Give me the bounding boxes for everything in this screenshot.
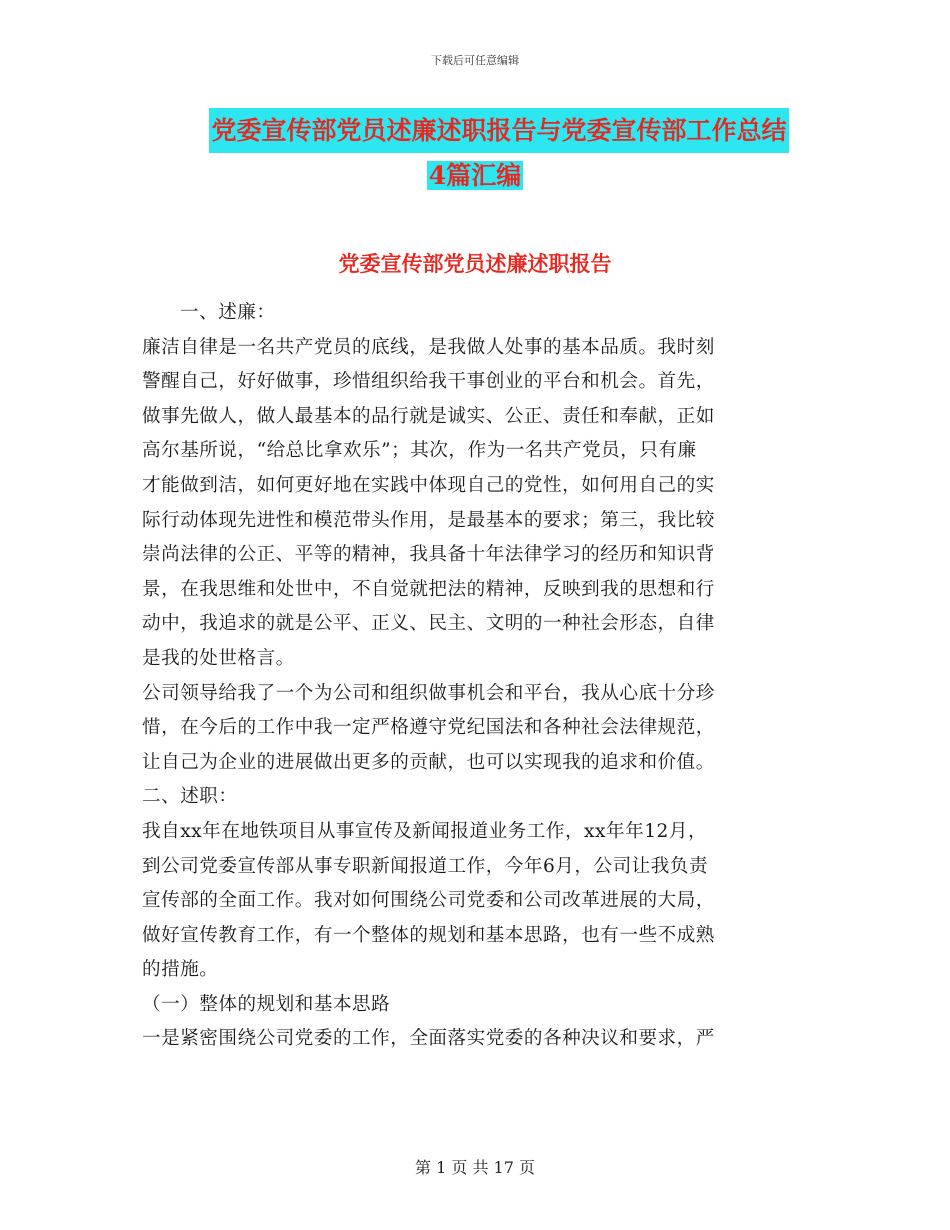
body-line: 让自己为企业的进展做出更多的贡献，也可以实现我的追求和价值。 xyxy=(142,751,715,773)
body-line: 崇尚法律的公正、平等的精神，我具备十年法律学习的经历和知识背 xyxy=(142,544,715,566)
document-body xyxy=(142,296,812,1057)
page-header-note: 下载后可任意编辑 xyxy=(431,54,519,67)
body-line: 景，在我思维和处世中，不自觉就把法的精神，反映到我的思想和行 xyxy=(142,578,715,600)
body-line: 做好宣传教育工作，有一个整体的规划和基本思路，也有一些不成熟 xyxy=(142,924,715,946)
document-title-line-1: 党委宣传部党员述廉述职报告与党委宣传部工作总结 xyxy=(209,108,788,153)
body-line: 是我的处世格言。 xyxy=(142,647,295,669)
body-line: 惜，在今后的工作中我一定严格遵守党纪国法和各种社会法律规范， xyxy=(142,717,715,739)
body-line: （一）整体的规划和基本思路 xyxy=(142,993,391,1015)
body-line: 我自xx年在地铁项目从事宣传及新闻报道业务工作，xx年年12月， xyxy=(142,820,708,842)
body-line: 高尔基所说，“给总比拿欢乐”；其次，作为一名共产党员，只有廉 xyxy=(142,440,697,462)
body-line: 才能做到洁，如何更好地在实践中体现自己的党性，如何用自己的实 xyxy=(142,474,715,496)
body-line: 廉洁自律是一名共产党员的底线，是我做人处事的基本品质。我时刻 xyxy=(142,336,715,358)
body-line: 际行动体现先进性和模范带头作用，是最基本的要求；第三，我比较 xyxy=(142,509,715,531)
body-line: 公司领导给我了一个为公司和组织做事机会和平台，我从心底十分珍 xyxy=(142,682,715,704)
section-title: 党委宣传部党员述廉述职报告 xyxy=(338,251,612,276)
page-number: 第 1 页 共 17 页 xyxy=(415,1158,535,1177)
document-title xyxy=(0,108,950,198)
body-line: 警醒自己，好好做事，珍惜组织给我干事创业的平台和机会。首先， xyxy=(142,371,715,393)
body-line: 到公司党委宣传部从事专职新闻报道工作，今年6月，公司让我负责 xyxy=(142,855,709,877)
body-line: 二、述职： xyxy=(142,786,238,808)
body-line: 的措施。 xyxy=(142,959,219,981)
body-line: 做事先做人，做人最基本的品行就是诚实、公正、责任和奉献，正如 xyxy=(142,405,715,427)
body-line: 一是紧密围绕公司党委的工作，全面落实党委的各种决议和要求，严 xyxy=(142,1028,715,1050)
body-line: 一、述廉： xyxy=(180,302,276,323)
body-line: 动中，我追求的就是公平、正义、民主、文明的一种社会形态，自律 xyxy=(142,613,715,635)
document-title-line-2: 4篇汇编 xyxy=(428,161,522,190)
body-line: 宣传部的全面工作。我对如何围绕公司党委和公司改革进展的大局， xyxy=(142,890,715,912)
